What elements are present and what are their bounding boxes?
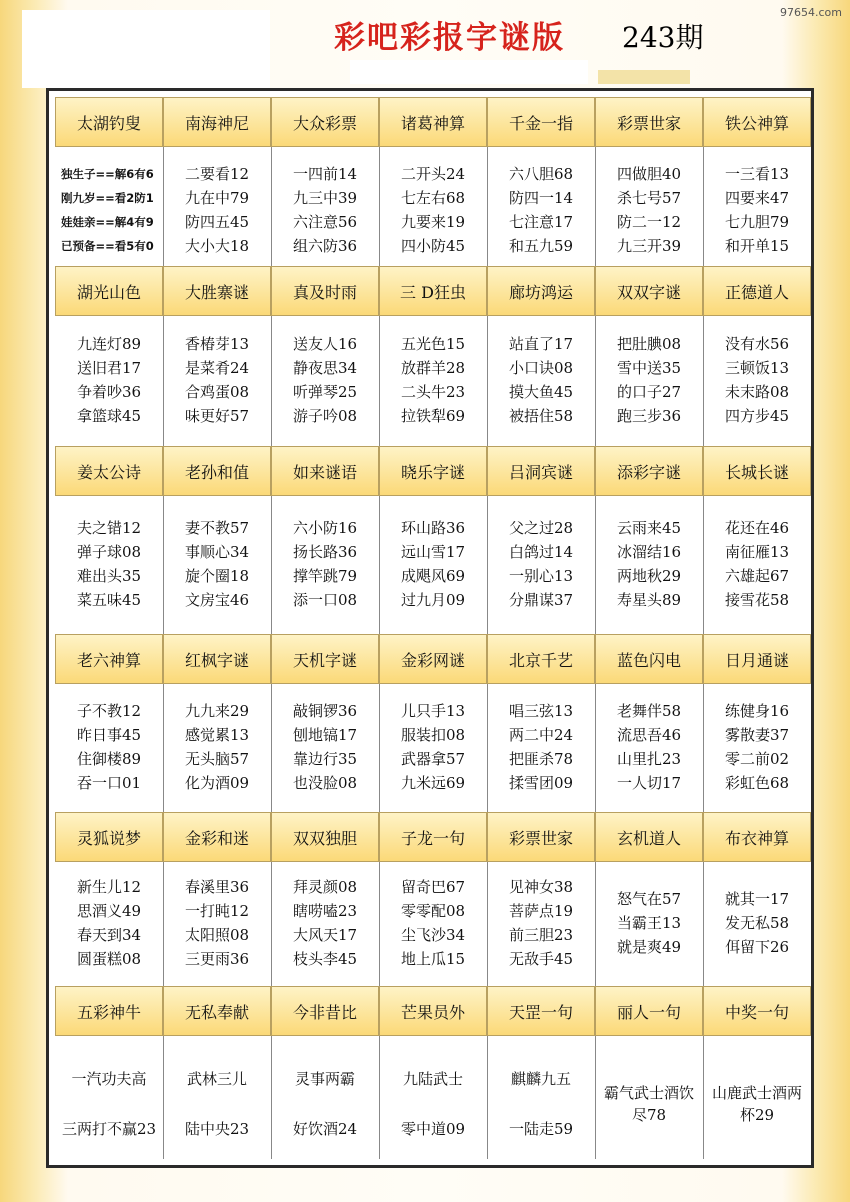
riddle-cell (703, 862, 811, 984)
column-header: 诸葛神算 (379, 97, 487, 147)
column-header: 添彩字谜 (595, 446, 703, 496)
section-header-row (55, 97, 811, 147)
riddle-cell (379, 316, 487, 444)
column-header: 大众彩票 (271, 97, 379, 147)
riddle-table (46, 88, 814, 1168)
riddle-line: 是菜肴24 (184, 359, 250, 377)
riddle-cell (163, 1036, 271, 1172)
section-body-row (55, 147, 811, 273)
riddle-cell (595, 316, 703, 444)
riddle-line: 独生子==解6有6 (61, 167, 154, 181)
column-header: 千金一指 (487, 97, 595, 147)
riddle-line: 夫之错12 (76, 519, 142, 537)
riddle-cell (271, 496, 379, 632)
riddle-line: 送友人16 (292, 335, 358, 353)
riddle-line: 香椿芽13 (184, 335, 250, 353)
riddle-line: 争着吵36 (76, 383, 142, 401)
riddle-line: 一打盹12 (184, 902, 250, 920)
column-header: 玄机道人 (595, 812, 703, 862)
page-title: 彩吧彩报字谜版 (334, 20, 565, 56)
riddle-line: 流思吾46 (616, 726, 682, 744)
riddle-line: 没有水56 (724, 335, 790, 353)
riddle-line: 事顺心34 (184, 543, 250, 561)
riddle-line: 游子吟08 (292, 407, 358, 425)
riddle-line: 儿只手13 (400, 702, 466, 720)
riddle-line: 大风天17 (292, 926, 358, 944)
section-body-row (55, 1036, 811, 1172)
riddle-cell (379, 684, 487, 810)
riddle-line: 见神女38 (508, 878, 574, 896)
riddle-line: 环山路36 (400, 519, 466, 537)
column-header: 子龙一句 (379, 812, 487, 862)
section-header-row (55, 446, 811, 496)
riddle-line: 云雨来45 (616, 519, 682, 537)
riddle-line: 四做胆40 (616, 165, 682, 183)
column-header: 布衣神算 (703, 812, 811, 862)
column-header: 双双字谜 (595, 266, 703, 316)
riddle-cell (271, 684, 379, 810)
column-header: 真及时雨 (271, 266, 379, 316)
riddle-line: 扬长路36 (292, 543, 358, 561)
riddle-line: 的口子27 (616, 383, 682, 401)
riddle-line: 七左右68 (400, 189, 466, 207)
riddle-cell (487, 316, 595, 444)
riddle-line: 三顿饭13 (724, 359, 790, 377)
column-header: 湖光山色 (55, 266, 163, 316)
riddle-line: 成飓风69 (400, 567, 466, 585)
riddle-cell (379, 147, 487, 273)
column-header: 金彩和迷 (163, 812, 271, 862)
riddle-line: 旋个圈18 (184, 567, 250, 585)
riddle-line: 九要来19 (400, 213, 466, 231)
riddle-line: 菜五味45 (76, 591, 142, 609)
riddle-line: 留奇巴67 (400, 878, 466, 896)
riddle-line: 子不教12 (76, 702, 142, 720)
riddle-line: 彩虹色68 (724, 774, 790, 792)
column-header: 正德道人 (703, 266, 811, 316)
riddle-line: 九三中39 (292, 189, 358, 207)
riddle-cell (163, 862, 271, 984)
riddle-line: 武林三儿 (186, 1070, 247, 1088)
riddle-line: 一人切17 (616, 774, 682, 792)
riddle-line: 麒麟九五 (510, 1070, 571, 1088)
riddle-line: 刚九岁==看2防1 (61, 191, 154, 205)
riddle-line: 过九月09 (400, 591, 466, 609)
riddle-line: 七九胆79 (724, 213, 790, 231)
riddle-line: 九在中79 (184, 189, 250, 207)
riddle-cell (55, 684, 163, 810)
section-block (55, 812, 811, 984)
riddle-line: 把匪杀78 (508, 750, 574, 768)
column-header: 天罡一句 (487, 986, 595, 1036)
riddle-line: 五光色15 (400, 335, 466, 353)
column-header: 五彩神牛 (55, 986, 163, 1036)
column-header: 彩票世家 (487, 812, 595, 862)
riddle-line: 把肚腆08 (616, 335, 682, 353)
section-header-row (55, 634, 811, 684)
riddle-line: 摸大鱼45 (508, 383, 574, 401)
riddle-cell (163, 147, 271, 273)
riddle-line: 好饮酒24 (292, 1120, 358, 1138)
riddle-line: 二头牛23 (400, 383, 466, 401)
riddle-cell (595, 147, 703, 273)
riddle-line: 跑三步36 (616, 407, 682, 425)
riddle-line: 化为酒09 (184, 774, 250, 792)
riddle-line: 九三开39 (616, 237, 682, 255)
riddle-line: 春天到34 (76, 926, 142, 944)
riddle-line: 吞一口01 (76, 774, 142, 792)
riddle-cell (55, 147, 163, 273)
riddle-line: 组六防36 (292, 237, 358, 255)
column-header: 姜太公诗 (55, 446, 163, 496)
riddle-line: 六雄起67 (724, 567, 790, 585)
riddle-line: 四要来47 (724, 189, 790, 207)
riddle-line: 无头脑57 (184, 750, 250, 768)
riddle-line: 九米远69 (400, 774, 466, 792)
riddle-line: 撑竿跳79 (292, 567, 358, 585)
riddle-line: 春溪里36 (184, 878, 250, 896)
riddle-cell (55, 862, 163, 984)
riddle-cell (271, 1036, 379, 1172)
column-header: 芒果员外 (379, 986, 487, 1036)
riddle-line: 七注意17 (508, 213, 574, 231)
riddle-line: 揉雪团09 (508, 774, 574, 792)
riddle-line: 四小防45 (400, 237, 466, 255)
riddle-line: 未末路08 (724, 383, 790, 401)
riddle-line: 圆蛋糕08 (76, 950, 142, 968)
riddle-cell (487, 862, 595, 984)
riddle-line: 一四前14 (292, 165, 358, 183)
riddle-cell (703, 1036, 811, 1172)
riddle-line: 陆中央23 (184, 1120, 250, 1138)
section-block (55, 446, 811, 632)
column-header: 三 D狂虫 (379, 266, 487, 316)
riddle-line: 寿星头89 (616, 591, 682, 609)
riddle-cell (703, 316, 811, 444)
riddle-line: 听弹琴25 (292, 383, 358, 401)
riddle-line: 大小大18 (184, 237, 250, 255)
riddle-cell (487, 1036, 595, 1172)
riddle-cell (163, 684, 271, 810)
riddle-line: 四方步45 (724, 407, 790, 425)
riddle-line: 娃娃亲==解4有9 (61, 215, 154, 229)
issue-number: 243期 (622, 21, 704, 54)
riddle-cell (487, 496, 595, 632)
riddle-line: 一三看13 (724, 165, 790, 183)
riddle-line: 零零配08 (400, 902, 466, 920)
riddle-line: 就是爽49 (616, 938, 682, 956)
riddle-line: 防二一12 (616, 213, 682, 231)
column-header: 红枫字谜 (163, 634, 271, 684)
column-header: 老六神算 (55, 634, 163, 684)
riddle-line: 已预备==看5有0 (61, 239, 154, 253)
riddle-line: 和开单15 (724, 237, 790, 255)
section-body-row (55, 496, 811, 632)
riddle-cell (271, 147, 379, 273)
riddle-cell (55, 496, 163, 632)
column-header: 天机字谜 (271, 634, 379, 684)
riddle-line: 小口诀08 (508, 359, 574, 377)
riddle-line: 前三胆23 (508, 926, 574, 944)
riddle-line: 六注意56 (292, 213, 358, 231)
riddle-line: 山鹿武士酒两杯29 (711, 1084, 802, 1124)
section-header-row (55, 812, 811, 862)
column-header: 双双独胆 (271, 812, 379, 862)
riddle-line: 霸气武士酒饮尽78 (603, 1084, 694, 1124)
column-header: 长城长谜 (703, 446, 811, 496)
column-header: 无私奉献 (163, 986, 271, 1036)
riddle-line: 雪中送35 (616, 359, 682, 377)
column-header: 廊坊鸿运 (487, 266, 595, 316)
riddle-line: 一陆走59 (508, 1120, 574, 1138)
column-header: 铁公神算 (703, 97, 811, 147)
riddle-line: 太阳照08 (184, 926, 250, 944)
riddle-line: 昨日事45 (76, 726, 142, 744)
riddle-cell (487, 684, 595, 810)
column-header: 今非昔比 (271, 986, 379, 1036)
riddle-line: 味更好57 (184, 407, 250, 425)
riddle-line: 零二前02 (724, 750, 790, 768)
header-blank-panel (22, 10, 270, 88)
riddle-line: 感觉累13 (184, 726, 250, 744)
section-header-row (55, 986, 811, 1036)
riddle-line: 无敌手45 (508, 950, 574, 968)
riddle-line: 分鼎谋37 (508, 591, 574, 609)
riddle-line: 三更雨36 (184, 950, 250, 968)
riddle-line: 雾散妻37 (724, 726, 790, 744)
riddle-line: 住御楼89 (76, 750, 142, 768)
riddle-line: 三两打不赢23 (61, 1120, 157, 1138)
riddle-line: 被捂住58 (508, 407, 574, 425)
riddle-line: 南征雁13 (724, 543, 790, 561)
riddle-line: 站直了17 (508, 335, 574, 353)
riddle-line: 放群羊28 (400, 359, 466, 377)
riddle-line: 两二中24 (508, 726, 574, 744)
riddle-line: 杀七号57 (616, 189, 682, 207)
section-body-row (55, 316, 811, 444)
riddle-cell (55, 1036, 163, 1172)
column-header: 灵狐说梦 (55, 812, 163, 862)
column-header: 北京千艺 (487, 634, 595, 684)
riddle-line: 送旧君17 (76, 359, 142, 377)
riddle-line: 靠边行35 (292, 750, 358, 768)
riddle-line: 九连灯89 (76, 335, 142, 353)
riddle-line: 添一口08 (292, 591, 358, 609)
riddle-line: 老舞伴58 (616, 702, 682, 720)
riddle-line: 武器拿57 (400, 750, 466, 768)
riddle-line: 菩萨点19 (508, 902, 574, 920)
riddle-line: 难出头35 (76, 567, 142, 585)
riddle-line: 新生儿12 (76, 878, 142, 896)
riddle-line: 远山雪17 (400, 543, 466, 561)
section-body-row (55, 684, 811, 810)
section-block (55, 266, 811, 444)
riddle-line: 拿篮球45 (76, 407, 142, 425)
section-body-row (55, 862, 811, 984)
riddle-line: 拉铁犁69 (400, 407, 466, 425)
riddle-line: 服装扣08 (400, 726, 466, 744)
riddle-cell (703, 147, 811, 273)
riddle-cell (379, 1036, 487, 1172)
riddle-line: 妻不教57 (184, 519, 250, 537)
riddle-cell (379, 496, 487, 632)
riddle-line: 父之过28 (508, 519, 574, 537)
riddle-cell (271, 316, 379, 444)
riddle-cell (703, 684, 811, 810)
riddle-line: 零中道09 (400, 1120, 466, 1138)
riddle-line: 二要看12 (184, 165, 250, 183)
section-block (55, 634, 811, 810)
riddle-cell (55, 316, 163, 444)
riddle-line: 就其一17 (724, 890, 790, 908)
riddle-line: 文房宝46 (184, 591, 250, 609)
riddle-cell (379, 862, 487, 984)
riddle-line: 枝头李45 (292, 950, 358, 968)
column-header: 金彩网谜 (379, 634, 487, 684)
riddle-line: 唱三弦13 (508, 702, 574, 720)
riddle-line: 花还在46 (724, 519, 790, 537)
riddle-line: 六小防16 (292, 519, 358, 537)
column-header: 老孙和值 (163, 446, 271, 496)
section-block (55, 97, 811, 273)
riddle-line: 六八胆68 (508, 165, 574, 183)
riddle-line: 发无私58 (724, 914, 790, 932)
riddle-line: 一别心13 (508, 567, 574, 585)
header-strip (350, 60, 588, 84)
riddle-line: 冰溜结16 (616, 543, 682, 561)
riddle-line: 弹子球08 (76, 543, 142, 561)
riddle-line: 防四五45 (184, 213, 250, 231)
riddle-line: 敲铜锣36 (292, 702, 358, 720)
column-header: 南海神尼 (163, 97, 271, 147)
column-header: 蓝色闪电 (595, 634, 703, 684)
riddle-line: 白鸽过14 (508, 543, 574, 561)
column-header: 太湖钓叟 (55, 97, 163, 147)
riddle-line: 刨地镐17 (292, 726, 358, 744)
column-header: 晓乐字谜 (379, 446, 487, 496)
column-header: 中奖一句 (703, 986, 811, 1036)
riddle-line: 练健身16 (724, 702, 790, 720)
header-strip-secondary (598, 70, 690, 84)
riddle-line: 和五九59 (508, 237, 574, 255)
riddle-line: 灵事两霸 (294, 1070, 355, 1088)
riddle-line: 防四一14 (508, 189, 574, 207)
riddle-cell (163, 316, 271, 444)
column-header: 日月通谜 (703, 634, 811, 684)
site-watermark: 97654.com (780, 6, 842, 19)
riddle-line: 接雪花58 (724, 591, 790, 609)
riddle-line: 九陆武士 (402, 1070, 463, 1088)
riddle-line: 也没脸08 (292, 774, 358, 792)
riddle-cell (163, 496, 271, 632)
section-block (55, 986, 811, 1172)
column-header: 吕洞宾谜 (487, 446, 595, 496)
riddle-line: 二开头24 (400, 165, 466, 183)
column-header: 大胜寨谜 (163, 266, 271, 316)
riddle-line: 思酒义49 (76, 902, 142, 920)
riddle-line: 拜灵颜08 (292, 878, 358, 896)
riddle-line: 瞎唠嗑23 (292, 902, 358, 920)
section-header-row (55, 266, 811, 316)
riddle-line: 一汽功夫高 (71, 1070, 147, 1088)
riddle-line: 佴留下26 (724, 938, 790, 956)
riddle-line: 九九来29 (184, 702, 250, 720)
riddle-line: 静夜思34 (292, 359, 358, 377)
riddle-line: 合鸡蛋08 (184, 383, 250, 401)
riddle-cell (595, 496, 703, 632)
column-header: 如来谜语 (271, 446, 379, 496)
riddle-cell (703, 496, 811, 632)
riddle-line: 地上瓜15 (400, 950, 466, 968)
riddle-cell (487, 147, 595, 273)
riddle-line: 两地秋29 (616, 567, 682, 585)
column-header: 彩票世家 (595, 97, 703, 147)
riddle-line: 山里扎23 (616, 750, 682, 768)
column-header: 丽人一句 (595, 986, 703, 1036)
riddle-cell (595, 862, 703, 984)
riddle-cell (595, 1036, 703, 1172)
riddle-line: 当霸王13 (616, 914, 682, 932)
riddle-cell (595, 684, 703, 810)
riddle-cell (271, 862, 379, 984)
riddle-line: 怒气在57 (616, 890, 682, 908)
riddle-line: 尘飞沙34 (400, 926, 466, 944)
